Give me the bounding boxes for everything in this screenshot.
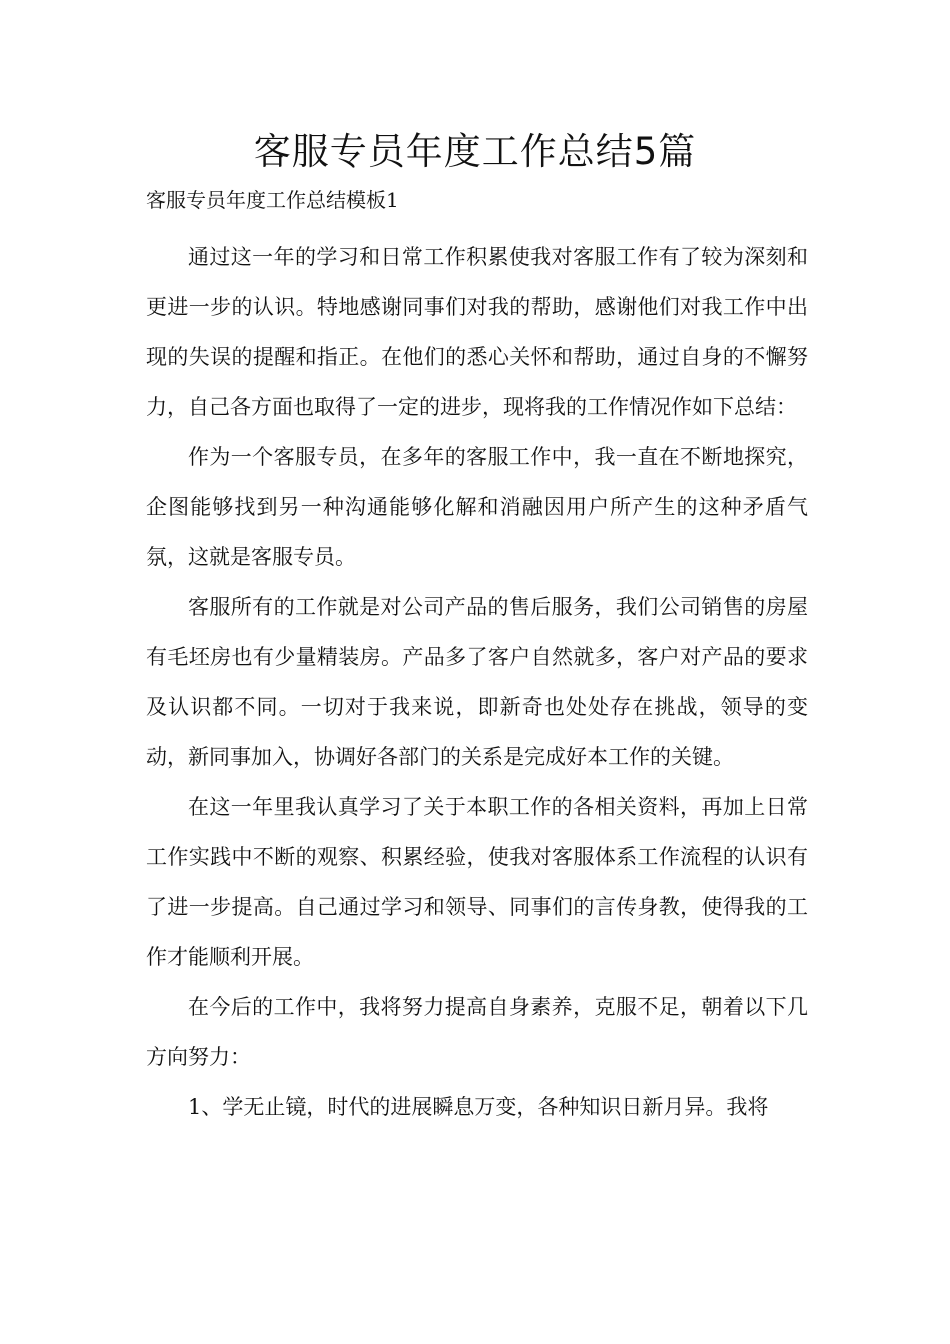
paragraph: 作为一个客服专员，在多年的客服工作中，我一直在不断地探究，企图能够找到另一种沟通能够化解和消融因用户所产生的这种矛盾气氛，这就是客服专员。: [146, 445, 808, 569]
document-body: [146, 232, 808, 1132]
document-subtitle: 客服专员年度工作总结模板1: [146, 188, 399, 212]
paragraph: 客服所有的工作就是对公司产品的售后服务，我们公司销售的房屋有毛坯房也有少量精装房。产品多了客户自然就多，客户对产品的要求及认识都不同。一切对于我来说，即新奇也处处存在挑战，领导的变动，新同事加入，协调好各部门的关系是完成好本工作的关键。: [146, 595, 808, 769]
paragraph: 1、学无止镜，时代的进展瞬息万变，各种知识日新月异。我将: [188, 1095, 769, 1119]
paragraph: 通过这一年的学习和日常工作积累使我对客服工作有了较为深刻和更进一步的认识。特地感谢同事们对我的帮助，感谢他们对我工作中出现的失误的提醒和指正。在他们的悉心关怀和帮助，通过自身的不懈努力，自己各方面也取得了一定的进步，现将我的工作情况作如下总结：: [146, 245, 808, 419]
document-title: 客服专员年度工作总结5篇: [253, 130, 697, 173]
paragraph: 在这一年里我认真学习了关于本职工作的各相关资料，再加上日常工作实践中不断的观察、积累经验，使我对客服体系工作流程的认识有了进一步提高。自己通过学习和领导、同事们的言传身教，使得我的工作才能顺利开展。: [146, 795, 808, 969]
paragraph: 在今后的工作中，我将努力提高自身素养，克服不足，朝着以下几方向努力：: [146, 995, 808, 1069]
